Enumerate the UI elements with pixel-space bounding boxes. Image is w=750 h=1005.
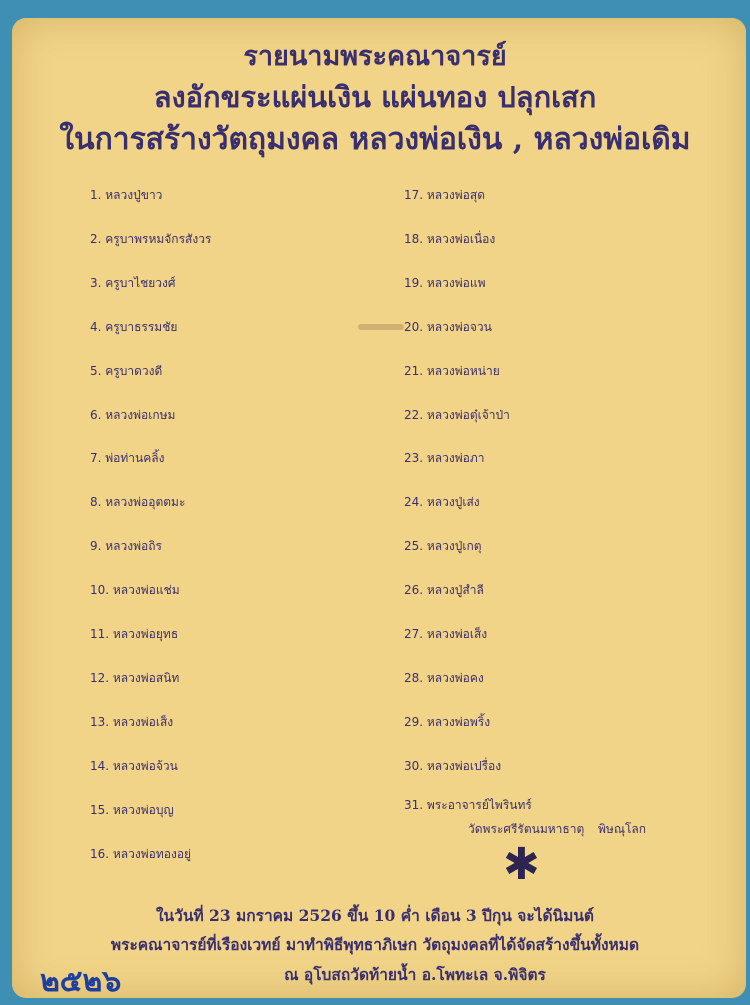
monk-name: 30. หลวงพ่อเปรื่อง: [404, 758, 502, 773]
monk-name: 14. หลวงพ่อจ้วน: [90, 758, 178, 773]
monk-name: 26. หลวงปู่สำลี: [404, 583, 484, 598]
title-line-2: ลงอักขระแผ่นเงิน แผ่นทอง ปลุกเสก: [153, 80, 597, 114]
monk-name: 8. หลวงพ่ออุตตมะ: [90, 495, 186, 510]
paper-stain: [358, 324, 404, 330]
monk-name: 4. ครูบาธรรมชัย: [90, 319, 178, 334]
monk-name: 24. หลวงปู่เส่ง: [404, 495, 480, 510]
monk-name: 23. หลวงพ่อภา: [404, 451, 485, 466]
monk-name: 9. หลวงพ่อถิร: [90, 539, 162, 554]
footer-line-3: ณ อุโบสถวัดท้ายน้ำ อ.โพทะเล จ.พิจิตร: [284, 965, 546, 984]
monk-name: 6. หลวงพ่อเกษม: [90, 407, 176, 422]
footer-line-2: พระคณาจารย์ที่เรืองเวทย์ มาทำพิธีพุทธาภิเษก วัตถุมงคลที่ได้จัดสร้างขึ้นทั้งหมด: [110, 935, 640, 954]
monk-name: 18. หลวงพ่อเนื่อง: [404, 231, 496, 246]
monk-name: 29. หลวงพ่อพริ้ง: [404, 714, 491, 729]
monk-name: 22. หลวงพ่อตุ๋เจ้าป่า: [404, 407, 510, 422]
asterisk-ornament: ✱: [503, 839, 540, 890]
monk-name: 11. หลวงพ่อยุทธ: [90, 627, 179, 641]
year-stamp: ๒๕๒๖: [40, 964, 122, 999]
monk-name: 13. หลวงพ่อเส็ง: [90, 714, 174, 729]
entry-31-name: 31. พระอาจารย์ไพรินทร์: [404, 798, 532, 812]
monk-name: 3. ครูบาไชยวงศ์: [90, 275, 176, 290]
monk-name: 21. หลวงพ่อหน่าย: [404, 363, 500, 378]
monk-name: 20. หลวงพ่อจวน: [404, 319, 492, 334]
monk-name: 25. หลวงปู่เกตุ: [404, 539, 482, 554]
monk-name: 19. หลวงพ่อแพ: [404, 275, 486, 290]
title-line-3: ในการสร้างวัตถุมงคล หลวงพ่อเงิน , หลวงพ่อเดิม: [59, 122, 691, 157]
monk-name: 17. หลวงพ่อสุด: [404, 188, 485, 202]
monk-name: 5. ครูบาดวงดี: [90, 363, 163, 378]
monk-name: 28. หลวงพ่อคง: [404, 670, 484, 685]
monk-name: 27. หลวงพ่อเส็ง: [404, 627, 488, 641]
monk-name: 16. หลวงพ่อทองอยู่: [90, 846, 192, 861]
title-line-1: รายนามพระคณาจารย์: [243, 41, 507, 72]
monk-name: 12. หลวงพ่อสนิท: [90, 670, 180, 685]
entry-31-province: พิษณุโลก: [598, 822, 647, 836]
monk-name: 10. หลวงพ่อแช่ม: [90, 583, 180, 598]
monk-name: 7. พ่อท่านคลิ้ง: [90, 451, 165, 466]
entry-31-temple: วัดพระศรีรัตนมหาธาตุ: [468, 822, 585, 836]
footer-line-1: ในวันที่ 23 มกราคม 2526 ขึ้น 10 ค่ำ เดือน 3 ปีกุน จะได้นิมนต์: [155, 906, 595, 925]
monk-name: 1. หลวงปู่ขาว: [90, 188, 163, 202]
monk-name: 2. ครูบาพรหมจักรสังวร: [90, 231, 212, 246]
monk-name: 15. หลวงพ่อบุญ: [90, 802, 174, 817]
